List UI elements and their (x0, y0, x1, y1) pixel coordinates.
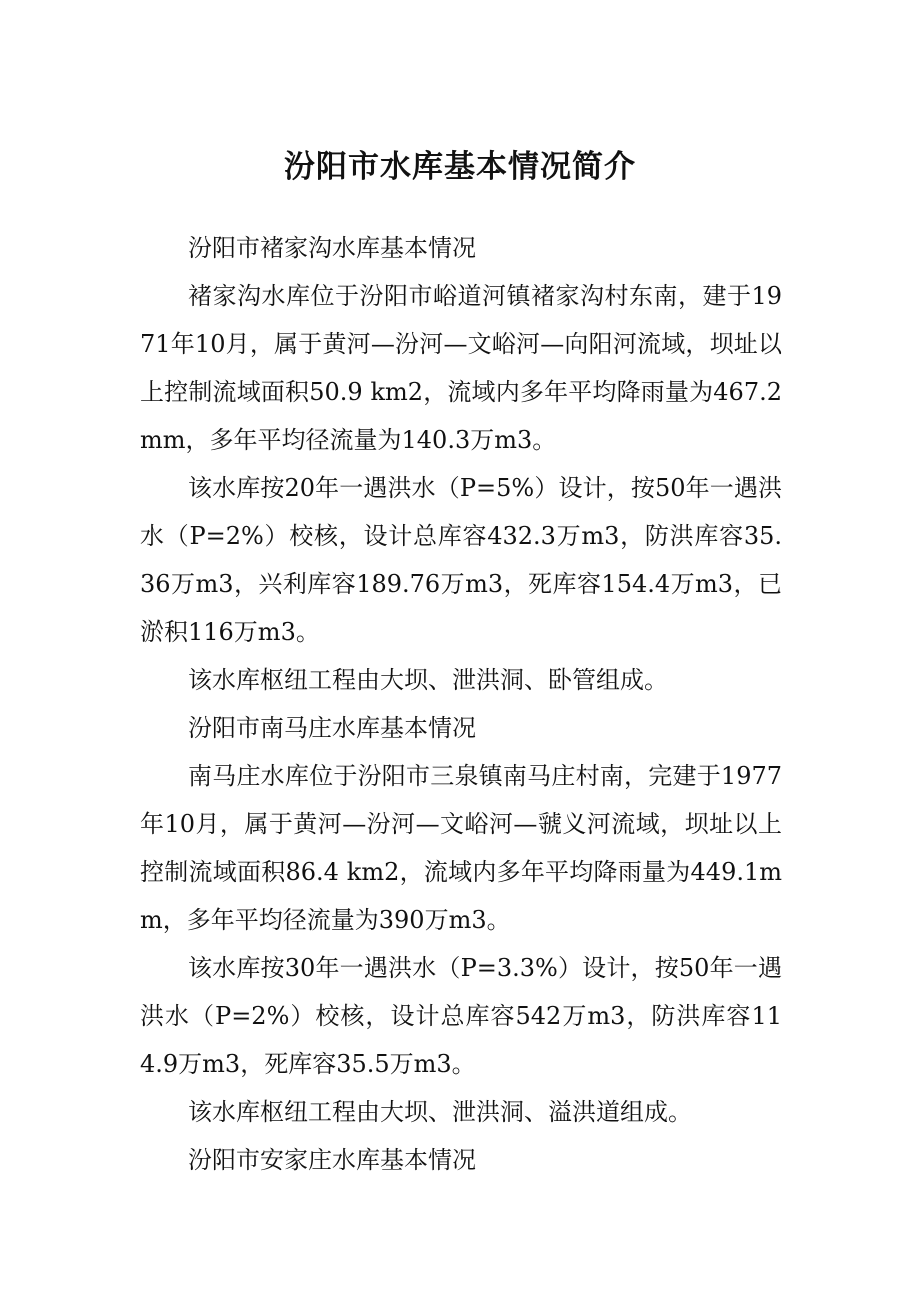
paragraph-nanmazhuang-capacity: 该水库按30年一遇洪水（P=3.3%）设计，按50年一遇洪水（P=2%）校核，设计总库容542万m3，防洪库容114.9万m3，死库容35.5万m3。 (140, 954, 782, 1078)
paragraph-chujiagou-capacity: 该水库按20年一遇洪水（P=5%）设计，按50年一遇洪水（P=2%）校核，设计总库容432.3万m3，防洪库容35.36万m3，兴利库容189.76万m3，死库容154.4万m3，已淤积116万m3。 (140, 474, 782, 646)
section-heading-chujiagou: 汾阳市褚家沟水库基本情况 (188, 234, 476, 262)
paragraph-nanmazhuang-location: 南马庄水库位于汾阳市三泉镇南马庄村南，完建于1977年10月，属于黄河—汾河—文峪河—虢义河流域，坝址以上控制流域面积86.4 km2，流域内多年平均降雨量为449.1mm，多年平均径流量为390万m3。 (140, 762, 782, 934)
paragraph-chujiagou-location: 褚家沟水库位于汾阳市峪道河镇褚家沟村东南，建于1971年10月，属于黄河—汾河—文峪河—向阳河流域，坝址以上控制流域面积50.9 km2，流域内多年平均降雨量为467.2mm，多年平均径流量为140.3万m3。 (140, 282, 782, 454)
page-title: 汾阳市水库基本情况简介 (284, 149, 636, 185)
paragraph-chujiagou-structure: 该水库枢纽工程由大坝、泄洪洞、卧管组成。 (188, 666, 668, 694)
paragraph-nanmazhuang-structure: 该水库枢纽工程由大坝、泄洪洞、溢洪道组成。 (188, 1098, 692, 1126)
document-body (140, 224, 782, 1184)
section-heading-nanmazhuang: 汾阳市南马庄水库基本情况 (188, 714, 476, 742)
section-heading-anjiazhuang: 汾阳市安家庄水库基本情况 (188, 1146, 476, 1174)
